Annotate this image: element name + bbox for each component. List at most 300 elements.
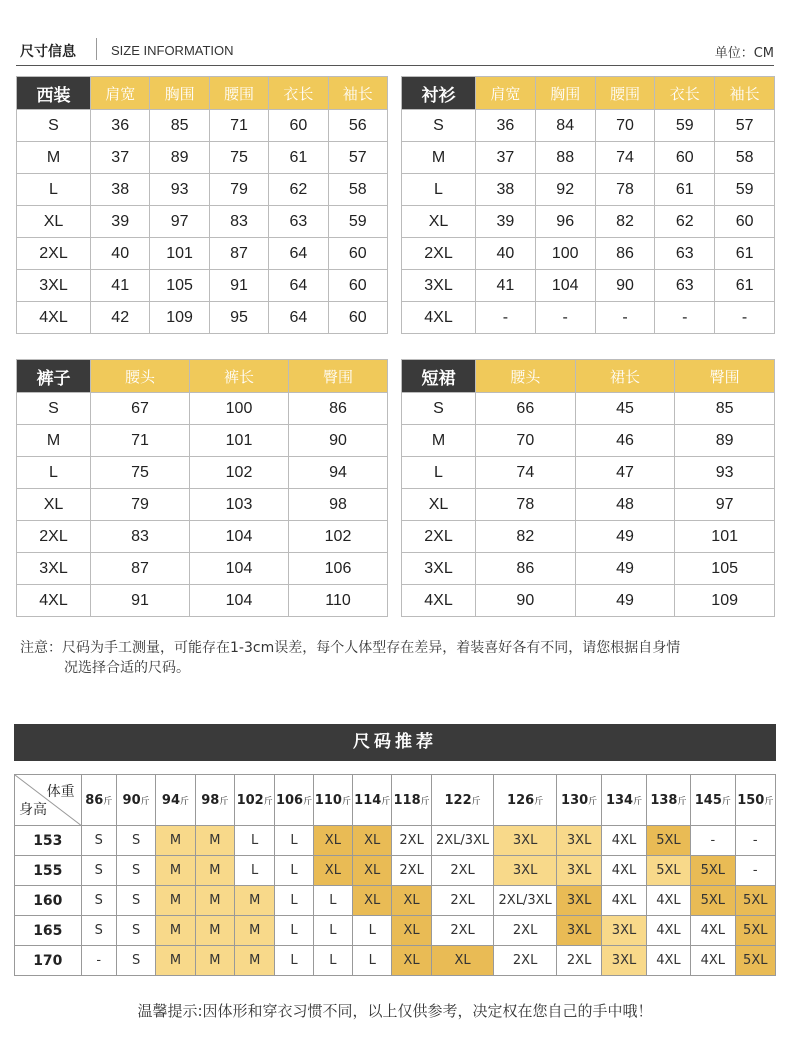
table-cell: 90 (595, 270, 655, 302)
table-cell: 95 (209, 302, 268, 334)
table-cell: 64 (269, 302, 328, 334)
table-row (402, 457, 775, 489)
recommend-size-cell: L (235, 856, 275, 886)
recommend-size-cell: - (81, 946, 116, 976)
table-cell: 94 (289, 457, 388, 489)
table-cell: 42 (91, 302, 150, 334)
table-cell: 47 (575, 457, 675, 489)
table-cell: 60 (715, 206, 775, 238)
recommend-size-cell: L (313, 886, 352, 916)
recommend-size-cell: 2XL (392, 826, 431, 856)
table-cell: 79 (209, 174, 268, 206)
size-label-cell: L (17, 457, 91, 489)
weight-value: 110 (314, 792, 342, 808)
table-row (17, 110, 388, 142)
table-category-header: 衬衫 (402, 77, 476, 110)
table-cell: 104 (535, 270, 595, 302)
table-cell: 49 (575, 521, 675, 553)
unit-label: 单位：CM (714, 46, 774, 61)
weight-header (116, 775, 155, 826)
table-cell: 37 (476, 142, 536, 174)
recommend-size-cell: L (313, 916, 352, 946)
table-row (17, 489, 388, 521)
weight-value: 122 (444, 792, 472, 808)
recommend-size-cell: 5XL (691, 856, 735, 886)
recommend-size-cell: 4XL (646, 946, 690, 976)
table-cell: 66 (476, 393, 576, 425)
weight-value: 118 (393, 792, 421, 808)
table-cell: 101 (675, 521, 775, 553)
table-cell: 100 (190, 393, 289, 425)
recommend-size-cell: L (275, 946, 313, 976)
table-cell: 59 (655, 110, 715, 142)
recommend-size-cell: L (275, 826, 313, 856)
jin-unit: 斤 (721, 796, 731, 807)
column-header: 腰围 (595, 77, 655, 110)
table-row (17, 393, 388, 425)
table-cell: 39 (476, 206, 536, 238)
recommend-size-cell: L (235, 826, 275, 856)
weight-header (353, 775, 392, 826)
recommend-size-cell: M (156, 916, 195, 946)
recommend-size-cell: S (81, 826, 116, 856)
table-cell: 96 (535, 206, 595, 238)
table-cell: 36 (91, 110, 150, 142)
recommend-size-cell: 2XL (494, 916, 557, 946)
recommend-size-cell: XL (392, 916, 431, 946)
size-label-cell: 4XL (402, 302, 476, 334)
recommend-size-cell: M (195, 886, 234, 916)
size-label-cell: 2XL (402, 238, 476, 270)
table-cell: 90 (476, 585, 576, 617)
table-cell: 86 (289, 393, 388, 425)
table-cell: 37 (91, 142, 150, 174)
recommend-size-cell: 5XL (735, 946, 775, 976)
table-row (17, 585, 388, 617)
table-cell: 64 (269, 270, 328, 302)
recommend-size-cell: M (235, 916, 275, 946)
section-subtitle: SIZE INFORMATION (111, 43, 234, 58)
weight-value: 98 (201, 792, 220, 808)
table-cell: 75 (91, 457, 190, 489)
table-cell: 58 (715, 142, 775, 174)
table-row (402, 142, 775, 174)
table-cell: 90 (289, 425, 388, 457)
pants-size-table (16, 359, 388, 617)
table-cell: 109 (675, 585, 775, 617)
table-cell: 57 (715, 110, 775, 142)
recommend-size-cell: 2XL/3XL (494, 886, 557, 916)
size-recommend-table (14, 774, 776, 976)
recommend-size-cell: M (156, 856, 195, 886)
table-cell: 101 (150, 238, 209, 270)
size-label-cell: S (402, 110, 476, 142)
table-cell: 93 (675, 457, 775, 489)
recommend-size-cell: S (116, 886, 155, 916)
table-cell: 57 (328, 142, 387, 174)
weight-header (431, 775, 494, 826)
table-cell: 45 (575, 393, 675, 425)
size-label-cell: M (17, 425, 91, 457)
weight-value: 102 (236, 792, 264, 808)
table-cell: 78 (595, 174, 655, 206)
note-line-2: 况选择合适的尺码。 (64, 660, 190, 676)
table-row (402, 174, 775, 206)
size-label-cell: XL (17, 206, 91, 238)
table-category-header: 短裙 (402, 360, 476, 393)
table-cell: 63 (655, 270, 715, 302)
recommend-size-cell: M (195, 826, 234, 856)
recommend-size-cell: M (195, 946, 234, 976)
column-header: 肩宽 (476, 77, 536, 110)
table-cell: 102 (190, 457, 289, 489)
size-label-cell: 4XL (402, 585, 476, 617)
weight-value: 126 (507, 792, 535, 808)
header-divider (96, 38, 97, 60)
recommend-size-cell: 5XL (646, 826, 690, 856)
recommend-title-bar: 尺码推荐 (14, 724, 776, 761)
column-header: 胸围 (150, 77, 209, 110)
recommend-size-cell: XL (431, 946, 494, 976)
recommend-size-cell: 3XL (556, 916, 601, 946)
recommend-size-cell: 3XL (602, 946, 646, 976)
table-cell: 63 (269, 206, 328, 238)
recommend-size-cell: L (353, 916, 392, 946)
table-cell: 70 (476, 425, 576, 457)
suit-size-table (16, 76, 388, 334)
skirt-size-table (401, 359, 775, 617)
table-cell: 41 (476, 270, 536, 302)
table-cell: 78 (476, 489, 576, 521)
recommend-size-cell: 2XL (556, 946, 601, 976)
table-cell: 40 (476, 238, 536, 270)
table-category-header: 裤子 (17, 360, 91, 393)
table-cell: 71 (91, 425, 190, 457)
size-label-cell: 3XL (17, 270, 91, 302)
table-cell: 36 (476, 110, 536, 142)
recommend-size-cell: 5XL (735, 916, 775, 946)
table-cell: 61 (715, 270, 775, 302)
recommend-size-cell: M (235, 946, 275, 976)
size-label-cell: XL (402, 489, 476, 521)
table-cell: 56 (328, 110, 387, 142)
recommend-size-cell: S (116, 946, 155, 976)
recommend-size-cell: S (81, 856, 116, 886)
table-cell: 104 (190, 585, 289, 617)
table-cell: 61 (269, 142, 328, 174)
table-row (17, 270, 388, 302)
table-cell: - (655, 302, 715, 334)
table-row (402, 521, 775, 553)
table-cell: 100 (535, 238, 595, 270)
weight-header (556, 775, 601, 826)
size-label-cell: S (17, 110, 91, 142)
weight-value: 90 (122, 792, 141, 808)
recommend-size-cell: S (116, 916, 155, 946)
weight-header (735, 775, 775, 826)
table-cell: 92 (535, 174, 595, 206)
recommend-size-cell: S (116, 856, 155, 886)
table-row (402, 585, 775, 617)
recommend-row (15, 856, 776, 886)
corner-height-label: 身高 (19, 802, 47, 818)
table-row (17, 238, 388, 270)
table-cell: 59 (715, 174, 775, 206)
jin-unit: 斤 (381, 796, 391, 807)
corner-cell (15, 775, 82, 826)
weight-header (235, 775, 275, 826)
table-cell: 79 (91, 489, 190, 521)
recommend-row (15, 916, 776, 946)
column-header: 肩宽 (91, 77, 150, 110)
column-header: 胸围 (535, 77, 595, 110)
column-header: 袖长 (328, 77, 387, 110)
table-cell: 109 (150, 302, 209, 334)
weight-header (646, 775, 690, 826)
table-cell: 86 (595, 238, 655, 270)
size-label-cell: S (17, 393, 91, 425)
column-header: 裙长 (575, 360, 675, 393)
recommend-size-cell: 3XL (556, 886, 601, 916)
weight-header (275, 775, 313, 826)
table-cell: 86 (476, 553, 576, 585)
weight-value: 114 (354, 792, 382, 808)
table-cell: 84 (535, 110, 595, 142)
recommend-size-cell: XL (313, 856, 352, 886)
size-label-cell: 3XL (402, 270, 476, 302)
table-cell: 60 (328, 302, 387, 334)
recommend-size-cell: S (81, 886, 116, 916)
table-row (17, 302, 388, 334)
table-cell: 48 (575, 489, 675, 521)
table-cell: 74 (595, 142, 655, 174)
size-label-cell: M (17, 142, 91, 174)
table-row (17, 457, 388, 489)
table-cell: 38 (476, 174, 536, 206)
recommend-size-cell: 3XL (494, 856, 557, 886)
recommend-size-cell: M (235, 886, 275, 916)
height-cell: 153 (15, 826, 82, 856)
jin-unit: 斤 (140, 796, 150, 807)
recommend-row (15, 826, 776, 856)
recommend-size-cell: 4XL (691, 916, 735, 946)
jin-unit: 斤 (263, 796, 273, 807)
jin-unit: 斤 (677, 796, 687, 807)
size-label-cell: M (402, 425, 476, 457)
table-cell: 91 (209, 270, 268, 302)
height-cell: 165 (15, 916, 82, 946)
header-row (402, 77, 775, 110)
table-cell: 40 (91, 238, 150, 270)
jin-unit: 斤 (420, 796, 430, 807)
size-label-cell: M (402, 142, 476, 174)
table-cell: 104 (190, 553, 289, 585)
jin-unit: 斤 (341, 796, 351, 807)
weight-header (156, 775, 195, 826)
table-cell: 102 (289, 521, 388, 553)
recommend-size-cell: 5XL (646, 856, 690, 886)
column-header: 腰围 (209, 77, 268, 110)
column-header: 裤长 (190, 360, 289, 393)
height-cell: 160 (15, 886, 82, 916)
recommend-size-cell: S (116, 826, 155, 856)
table-cell: 58 (328, 174, 387, 206)
weight-header (602, 775, 646, 826)
table-cell: - (535, 302, 595, 334)
size-label-cell: 3XL (402, 553, 476, 585)
column-header: 衣长 (269, 77, 328, 110)
recommend-size-cell: 2XL (431, 916, 494, 946)
table-cell: 88 (535, 142, 595, 174)
jin-unit: 斤 (534, 796, 544, 807)
table-cell: 41 (91, 270, 150, 302)
weight-value: 94 (161, 792, 180, 808)
table-cell: 83 (91, 521, 190, 553)
table-cell: 62 (269, 174, 328, 206)
table-cell: 85 (675, 393, 775, 425)
height-cell: 155 (15, 856, 82, 886)
table-row (17, 206, 388, 238)
recommend-size-cell: 4XL (691, 946, 735, 976)
recommend-size-cell: 2XL (431, 856, 494, 886)
measurement-note (20, 638, 775, 678)
recommend-row (15, 946, 776, 976)
recommend-size-cell: 3XL (494, 826, 557, 856)
table-cell: 104 (190, 521, 289, 553)
size-label-cell: 4XL (17, 302, 91, 334)
table-row (402, 238, 775, 270)
size-label-cell: 2XL (17, 521, 91, 553)
weight-header (81, 775, 116, 826)
recommend-size-cell: 5XL (691, 886, 735, 916)
table-cell: 61 (715, 238, 775, 270)
table-cell: 70 (595, 110, 655, 142)
size-label-cell: 4XL (17, 585, 91, 617)
table-cell: 91 (91, 585, 190, 617)
weight-value: 138 (650, 792, 678, 808)
jin-unit: 斤 (180, 796, 190, 807)
table-cell: 49 (575, 553, 675, 585)
recommend-size-cell: - (735, 856, 775, 886)
table-cell: 63 (655, 238, 715, 270)
recommend-size-cell: - (691, 826, 735, 856)
table-cell: - (595, 302, 655, 334)
table-row (17, 521, 388, 553)
table-cell: 85 (150, 110, 209, 142)
jin-unit: 斤 (588, 796, 598, 807)
table-cell: 89 (675, 425, 775, 457)
recommend-size-cell: S (81, 916, 116, 946)
table-cell: 87 (209, 238, 268, 270)
column-header: 腰头 (476, 360, 576, 393)
table-cell: 39 (91, 206, 150, 238)
jin-unit: 斤 (764, 796, 774, 807)
table-cell: - (476, 302, 536, 334)
recommend-size-cell: M (195, 916, 234, 946)
table-cell: 105 (675, 553, 775, 585)
table-row (402, 302, 775, 334)
height-cell: 170 (15, 946, 82, 976)
table-row (17, 553, 388, 585)
table-cell: - (715, 302, 775, 334)
table-cell: 49 (575, 585, 675, 617)
table-cell: 75 (209, 142, 268, 174)
header-row (17, 360, 388, 393)
recommend-size-cell: 4XL (646, 886, 690, 916)
size-label-cell: L (17, 174, 91, 206)
table-cell: 74 (476, 457, 576, 489)
table-cell: 82 (595, 206, 655, 238)
recommend-size-cell: 2XL (431, 886, 494, 916)
table-cell: 64 (269, 238, 328, 270)
recommend-size-cell: M (195, 856, 234, 886)
table-row (402, 393, 775, 425)
table-cell: 61 (655, 174, 715, 206)
table-cell: 60 (655, 142, 715, 174)
table-row (402, 270, 775, 302)
recommend-size-cell: 2XL (494, 946, 557, 976)
table-cell: 105 (150, 270, 209, 302)
recommend-size-cell: XL (353, 826, 392, 856)
table-cell: 82 (476, 521, 576, 553)
recommend-size-cell: 3XL (556, 856, 601, 886)
shirt-size-table (401, 76, 775, 334)
table-cell: 60 (269, 110, 328, 142)
recommend-size-cell: XL (353, 856, 392, 886)
recommend-size-cell: - (735, 826, 775, 856)
table-cell: 97 (675, 489, 775, 521)
recommend-size-cell: XL (353, 886, 392, 916)
table-cell: 59 (328, 206, 387, 238)
weight-header (392, 775, 431, 826)
recommend-size-cell: M (156, 946, 195, 976)
recommend-size-cell: 2XL/3XL (431, 826, 494, 856)
recommend-size-cell: L (275, 856, 313, 886)
table-cell: 62 (655, 206, 715, 238)
table-row (17, 142, 388, 174)
recommend-row (15, 886, 776, 916)
warm-tip: 温馨提示:因体形和穿衣习惯不同，以上仅供参考，决定权在您自己的手中哦！ (137, 1002, 653, 1020)
size-label-cell: L (402, 174, 476, 206)
recommend-size-cell: XL (392, 886, 431, 916)
jin-unit: 斤 (633, 796, 643, 807)
note-line-1: 注意：尺码为手工测量，可能存在1-3cm误差，每个人体型存在差异，着装喜好各有不同，请您根据自身情 (20, 640, 681, 656)
weight-header (691, 775, 735, 826)
column-header: 袖长 (715, 77, 775, 110)
section-title: 尺寸信息 (20, 44, 76, 60)
jin-unit: 斤 (219, 796, 229, 807)
table-cell: 101 (190, 425, 289, 457)
column-header: 衣长 (655, 77, 715, 110)
table-row (402, 110, 775, 142)
recommend-size-cell: 2XL (392, 856, 431, 886)
header-row (402, 360, 775, 393)
recommend-size-cell: 3XL (556, 826, 601, 856)
recommend-size-cell: L (275, 916, 313, 946)
weight-value: 106 (275, 792, 304, 808)
recommend-size-cell: L (353, 946, 392, 976)
weight-value: 150 (737, 792, 765, 808)
table-cell: 60 (328, 270, 387, 302)
column-header: 臀围 (675, 360, 775, 393)
column-header: 臀围 (289, 360, 388, 393)
size-label-cell: 2XL (17, 238, 91, 270)
size-label-cell: XL (402, 206, 476, 238)
recommend-size-cell: 4XL (602, 886, 646, 916)
table-row (17, 174, 388, 206)
recommend-size-cell: XL (313, 826, 352, 856)
recommend-size-cell: 4XL (646, 916, 690, 946)
